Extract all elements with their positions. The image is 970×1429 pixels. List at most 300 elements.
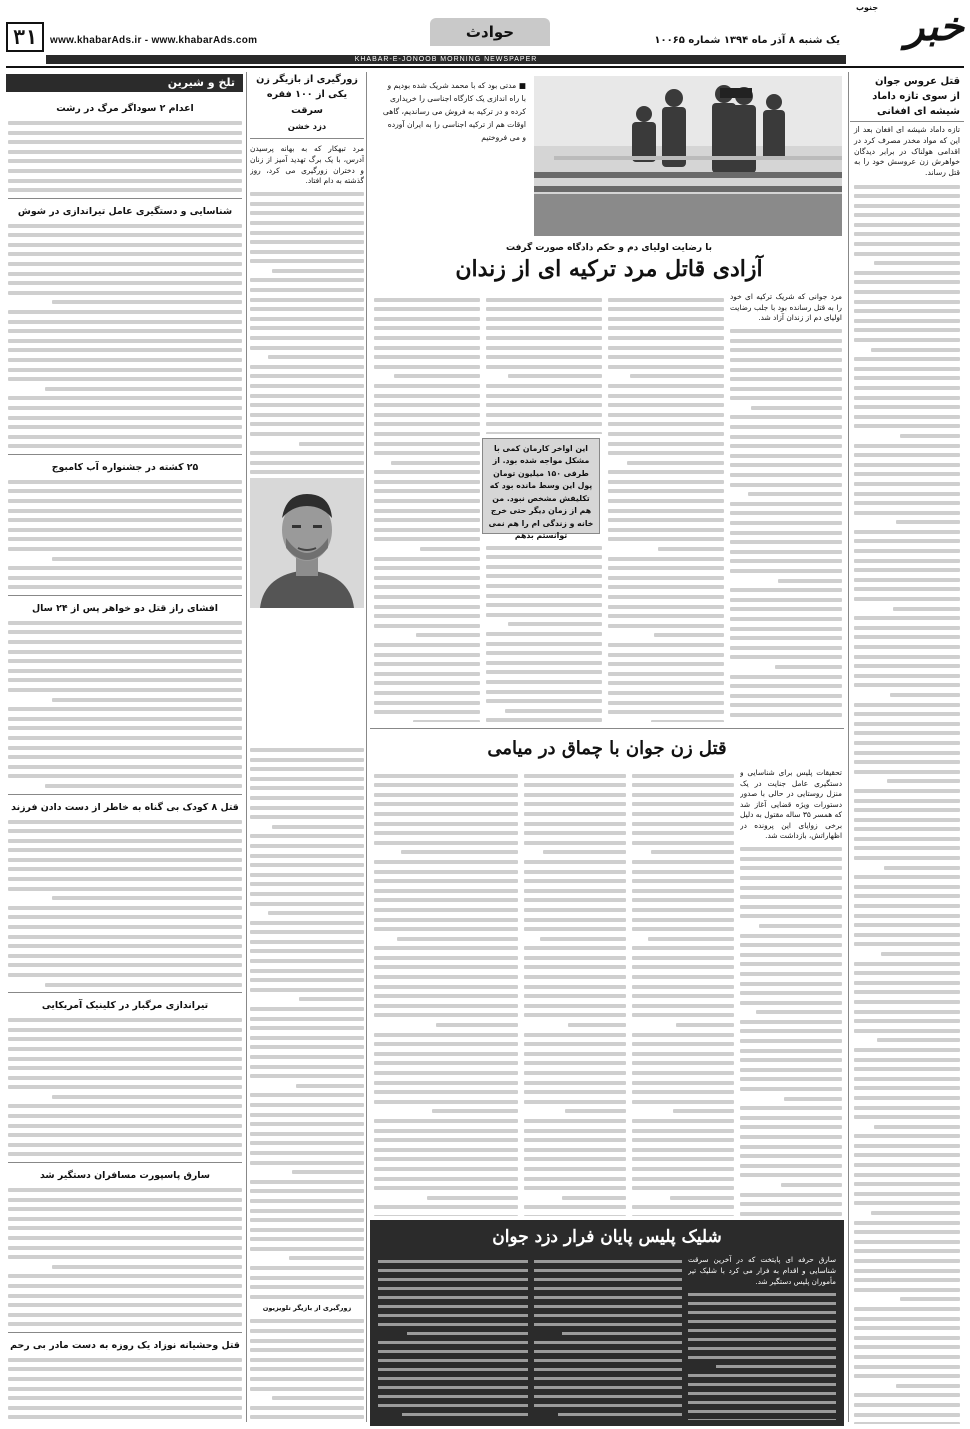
text-line (8, 140, 242, 144)
text-line (374, 672, 480, 676)
text-lines (740, 847, 842, 1216)
text-line (854, 309, 960, 313)
text-line (8, 1057, 242, 1061)
text-line (608, 480, 724, 484)
text-line (740, 1039, 842, 1043)
text-line (486, 680, 602, 684)
text-line (250, 1132, 364, 1136)
text-line (740, 1193, 842, 1197)
text-line (8, 867, 242, 871)
text-line (854, 453, 960, 457)
text-line (374, 451, 480, 455)
text-line (854, 357, 960, 361)
text-line (654, 633, 724, 637)
text-line (250, 259, 364, 263)
text-line (250, 949, 364, 953)
text-line (250, 758, 364, 762)
text-line (854, 1019, 960, 1023)
column-divider (848, 72, 849, 1422)
text-line (250, 1319, 364, 1323)
text-line (250, 1415, 364, 1419)
text-line (854, 1278, 960, 1282)
text-line (730, 675, 842, 679)
feature-text-col-2 (608, 292, 724, 722)
text-line (8, 518, 242, 522)
text-line (250, 1199, 364, 1203)
text-line (608, 672, 724, 676)
text-line (432, 1109, 518, 1113)
text-line (740, 1125, 842, 1129)
text-line (374, 432, 480, 436)
text-line (8, 877, 242, 881)
text-line (688, 1419, 836, 1420)
text-line (632, 994, 734, 998)
text-line (854, 1144, 960, 1148)
text-line (45, 983, 242, 987)
text-line (632, 1004, 734, 1008)
text-line (730, 703, 842, 707)
text-lines (632, 774, 734, 1216)
text-line (8, 1217, 242, 1221)
text-line (374, 870, 518, 874)
text-line (374, 605, 480, 609)
text-line (608, 451, 724, 455)
text-lines (250, 1319, 364, 1422)
text-line (250, 1247, 364, 1251)
text-line (854, 501, 960, 505)
text-line (8, 425, 242, 429)
text-line (486, 651, 602, 655)
text-line (854, 923, 960, 927)
text-line (524, 1090, 626, 1094)
text-line (730, 444, 842, 448)
brief-body (8, 1018, 242, 1156)
text-line (8, 358, 242, 362)
text-line (8, 1236, 242, 1240)
text-line (524, 1138, 626, 1142)
text-line (688, 1410, 836, 1414)
text-line (854, 760, 960, 764)
text-line (608, 528, 724, 532)
text-line (8, 1133, 242, 1137)
text-line (250, 815, 364, 819)
text-line (8, 1114, 242, 1118)
brief-body (8, 1188, 242, 1326)
text-line (730, 550, 842, 554)
text-line (740, 866, 842, 870)
text-line (730, 348, 842, 352)
text-line (378, 1287, 528, 1291)
text-line (52, 896, 242, 900)
text-line (8, 736, 242, 740)
left-column-briefs (8, 96, 242, 1424)
text-line (374, 841, 518, 845)
text-line (632, 1215, 734, 1216)
text-line (250, 374, 364, 378)
text-line (486, 546, 602, 550)
text-line (632, 1129, 734, 1133)
text-line (374, 1052, 518, 1056)
text-line (778, 579, 842, 583)
text-line (534, 1269, 682, 1273)
text-line (524, 783, 626, 787)
text-line (854, 655, 960, 659)
text-line (854, 444, 960, 448)
text-line (250, 1065, 364, 1069)
text-line (854, 319, 960, 323)
text-line (250, 969, 364, 973)
text-line (632, 831, 734, 835)
text-line (740, 1058, 842, 1062)
text-line (508, 622, 602, 626)
text-line (486, 584, 602, 588)
text-line (374, 662, 480, 666)
text-line (854, 1163, 960, 1167)
text-lines (688, 1293, 836, 1420)
text-line (730, 368, 842, 372)
text-line (394, 374, 480, 378)
text-line (854, 827, 960, 831)
text-line (896, 520, 960, 524)
text-line (854, 914, 960, 918)
text-line (524, 898, 626, 902)
text-line (8, 1246, 242, 1250)
text-line (854, 539, 960, 543)
text-line (378, 1296, 528, 1300)
text-line (854, 338, 960, 342)
text-line (632, 1119, 734, 1123)
text-line (730, 435, 842, 439)
text-line (272, 825, 364, 829)
second-story-col-1 (740, 768, 842, 1216)
text-line (608, 643, 724, 647)
text-line (8, 1406, 242, 1410)
title-line: زورگیری از بازیگر زن (256, 74, 358, 85)
section-label: حوادث (430, 18, 550, 46)
text-line (374, 624, 480, 628)
text-line (627, 461, 724, 465)
text-line (608, 394, 724, 398)
text-line (854, 1259, 960, 1263)
text-line (632, 1167, 734, 1171)
text-line (524, 1042, 626, 1046)
text-line (854, 1317, 960, 1321)
text-line (8, 509, 242, 513)
text-line (854, 990, 960, 994)
text-line (854, 1355, 960, 1359)
divider (8, 198, 242, 199)
text-line (8, 1152, 242, 1156)
text-line (8, 329, 242, 333)
text-line (524, 1033, 626, 1037)
text-line (8, 368, 242, 372)
text-line (374, 403, 480, 407)
text-line (716, 1365, 836, 1369)
text-line (374, 413, 480, 417)
text-line (8, 1104, 242, 1108)
text-line (272, 269, 364, 273)
text-line (8, 121, 242, 125)
text-line (730, 454, 842, 458)
text-line (250, 902, 364, 906)
text-line (632, 802, 734, 806)
text-line (781, 1183, 842, 1187)
text-line (740, 1135, 842, 1139)
text-line (632, 793, 734, 797)
text-line (730, 521, 842, 525)
text-line (854, 942, 960, 946)
text-line (374, 1013, 518, 1017)
text-line (8, 169, 242, 173)
text-line (740, 943, 842, 947)
text-line (854, 1058, 960, 1062)
text-line (508, 374, 602, 378)
text-line (730, 655, 842, 659)
text-line (854, 1240, 960, 1244)
text-line (8, 310, 242, 314)
text-line (854, 597, 960, 601)
text-line (374, 812, 518, 816)
text-line (8, 717, 242, 721)
text-line (8, 630, 242, 634)
text-line (871, 1211, 960, 1215)
text-line (884, 866, 960, 870)
logo-subtitle: جنوب (856, 3, 879, 12)
text-line (8, 499, 242, 503)
text-line (524, 975, 626, 979)
photo-caption: ■ مدتی بود که با محمد شریک شده بودیم و با راه اندازی یک کارگاه اجناسی را خریداری کرده و در ترکیه به فروش می رساندیم، گاهی اوقات هم از ترکیه اجناسی را به ایران آورده و می فروختیم (382, 81, 526, 142)
text-line (854, 712, 960, 716)
text-line (854, 405, 960, 409)
text-line (374, 384, 480, 388)
text-line (608, 557, 724, 561)
text-line (608, 701, 724, 705)
text-line (8, 1377, 242, 1381)
text-line (8, 1313, 242, 1317)
text-line (608, 298, 724, 302)
text-line (854, 376, 960, 380)
text-line (730, 387, 842, 391)
text-line (854, 626, 960, 630)
photo-figures (534, 76, 842, 236)
text-line (608, 422, 724, 426)
text-line (651, 720, 724, 722)
text-line (8, 576, 242, 580)
text-line (632, 946, 734, 950)
text-line (632, 889, 734, 893)
website-urls[interactable]: www.khabarAds.ir - www.khabarAds.com (50, 35, 258, 46)
text-line (401, 850, 518, 854)
text-line (374, 860, 518, 864)
text-line (250, 1276, 364, 1280)
text-line (378, 1404, 528, 1408)
subheading: زورگیری از بازیگر تلویزیون (262, 1304, 352, 1313)
english-banner: KHABAR-E-JONOOB MORNING NEWSPAPER (46, 55, 846, 64)
text-line (608, 489, 724, 493)
text-line (8, 669, 242, 673)
text-line (740, 1001, 842, 1005)
text-line (854, 1096, 960, 1100)
text-line (854, 252, 960, 256)
text-line (740, 1106, 842, 1110)
text-lines (608, 298, 724, 722)
text-line (854, 1288, 960, 1292)
text-line (250, 1045, 364, 1049)
text-line (374, 470, 480, 474)
text-line (524, 994, 626, 998)
text-line (670, 1196, 734, 1200)
feature-lead: مرد جوانی که شریک ترکیه ای خود را به قتل رسانده بود با جلب رضایت اولیای دم از زندان آزاد شد. (730, 292, 842, 323)
text-line (524, 870, 626, 874)
text-line (250, 978, 364, 982)
text-line (296, 1084, 364, 1088)
text-line (486, 613, 602, 617)
text-line (8, 1066, 242, 1070)
text-line (374, 783, 518, 787)
text-line (608, 518, 724, 522)
text-line (8, 489, 242, 493)
text-line (8, 707, 242, 711)
text-line (632, 783, 734, 787)
text-line (374, 691, 480, 695)
text-line (748, 492, 842, 496)
text-line (854, 1326, 960, 1330)
text-line (632, 1061, 734, 1065)
text-line (272, 1396, 364, 1400)
text-line (730, 540, 842, 544)
text-line (486, 632, 602, 636)
text-line (630, 374, 724, 378)
text-line (534, 1404, 682, 1408)
text-line (374, 879, 518, 883)
text-line (854, 367, 960, 371)
text-line (740, 991, 842, 995)
text-lines (374, 774, 518, 1216)
text-line (688, 1392, 836, 1396)
text-line (854, 808, 960, 812)
text-line (740, 1020, 842, 1024)
text-line (534, 1350, 682, 1354)
text-line (524, 860, 626, 864)
text-line (632, 822, 734, 826)
text-line (486, 565, 602, 569)
text-line (378, 1260, 528, 1264)
text-line (874, 1125, 960, 1129)
text-line (8, 1085, 242, 1089)
text-line (740, 1049, 842, 1053)
text-line (413, 720, 480, 722)
text-line (740, 847, 842, 851)
text-line (250, 432, 364, 436)
text-line (632, 1013, 734, 1017)
text-line (250, 1348, 364, 1352)
text-line (250, 863, 364, 867)
text-line (8, 1284, 242, 1288)
text-line (632, 1157, 734, 1161)
text-line (896, 1384, 960, 1388)
text-line (756, 1010, 842, 1014)
brief-title: قتل ۸ کودک بی گناه به خاطر از دست دادن فرزند (11, 801, 239, 813)
text-line (378, 1377, 528, 1381)
text-line (608, 384, 724, 388)
text-line (250, 1074, 364, 1078)
text-line (250, 365, 364, 369)
feature-text-col-3-bottom (486, 540, 602, 722)
text-line (740, 1173, 842, 1177)
police-box-col-1 (688, 1254, 836, 1420)
text-line (250, 844, 364, 848)
text-line (854, 846, 960, 850)
text-line (8, 1367, 242, 1371)
text-line (632, 975, 734, 979)
text-line (250, 988, 364, 992)
text-line (299, 442, 364, 446)
text-line (268, 911, 364, 915)
text-line (250, 221, 364, 225)
brief-body (8, 621, 242, 788)
text-line (378, 1368, 528, 1372)
text-line (730, 358, 842, 362)
text-line (632, 774, 734, 778)
text-line (374, 614, 480, 618)
text-line (8, 377, 242, 381)
text-line (374, 365, 480, 369)
text-line (730, 425, 842, 429)
text-line (740, 905, 842, 909)
text-line (534, 1368, 682, 1372)
text-line (854, 875, 960, 879)
text-line (854, 741, 960, 745)
text-line (250, 1377, 364, 1381)
middle-column-story (250, 72, 364, 1422)
text-line (250, 1189, 364, 1193)
text-line (730, 531, 842, 535)
feature-headline: آزادی قاتل مرد ترکیه ای از زندان (455, 256, 763, 282)
text-line (562, 1332, 682, 1336)
text-line (374, 1186, 518, 1190)
text-line (402, 1413, 528, 1417)
text-line (374, 701, 480, 705)
text-line (854, 789, 960, 793)
text-line (524, 802, 626, 806)
logo-wordmark: خبر (905, 3, 964, 50)
text-line (730, 415, 842, 419)
text-line (524, 1119, 626, 1123)
text-line (740, 914, 842, 918)
text-line (250, 1122, 364, 1126)
text-line (740, 934, 842, 938)
text-line (740, 886, 842, 890)
text-line (854, 300, 960, 304)
text-line (505, 709, 602, 713)
text-line (688, 1302, 836, 1306)
text-line (486, 594, 602, 598)
text-line (740, 1212, 842, 1216)
text-line (374, 317, 480, 321)
text-line (8, 650, 242, 654)
text-line (250, 1339, 364, 1343)
text-line (250, 1228, 364, 1232)
text-line (534, 1386, 682, 1390)
text-line (730, 569, 842, 573)
brief-body (8, 480, 242, 590)
text-line (250, 1209, 364, 1213)
second-story-col-2 (632, 768, 734, 1216)
text-line (374, 298, 480, 302)
text-line (250, 1266, 364, 1270)
text-line (854, 703, 960, 707)
text-line (250, 1026, 364, 1030)
